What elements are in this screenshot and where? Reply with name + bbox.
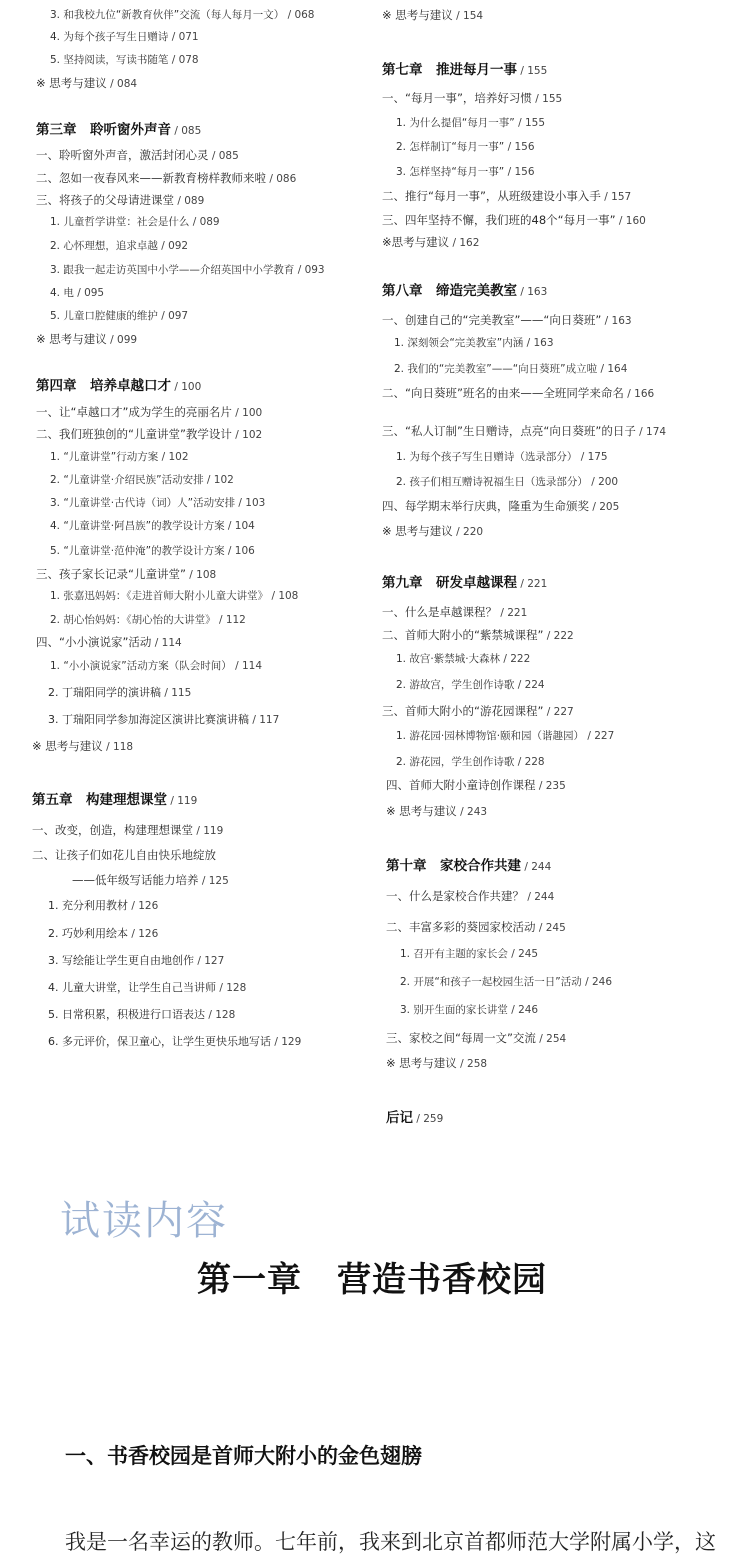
toc-entry-text: 二、首师大附小的“紫禁城课程” bbox=[382, 628, 544, 642]
toc-entry bbox=[48, 712, 279, 728]
toc-entry bbox=[48, 926, 158, 942]
toc-entry-text: 一、聆听窗外声音，激活封闭心灵 bbox=[36, 148, 209, 162]
toc-page-number: / 154 bbox=[452, 10, 484, 22]
toc-page-number: / 099 bbox=[106, 334, 138, 346]
toc-page-number: / 166 bbox=[623, 388, 655, 400]
toc-page-number: / 258 bbox=[456, 1058, 488, 1070]
toc-page-number: / 155 bbox=[514, 117, 546, 129]
toc-page-number: / 097 bbox=[157, 310, 189, 322]
toc-page-number: / 112 bbox=[215, 614, 246, 626]
toc-entry bbox=[382, 703, 574, 720]
toc-entry-text: 1. 儿童哲学讲堂：社会是什么 bbox=[50, 216, 190, 228]
toc-chapter-heading bbox=[386, 1110, 443, 1127]
toc-entry-text: 四、首师大附小童诗创作课程 bbox=[386, 778, 536, 792]
toc-entry bbox=[50, 214, 220, 230]
toc-page-number: / 227 bbox=[543, 706, 574, 718]
toc-entry-text: 第三章 聆听窗外声音 bbox=[36, 122, 171, 138]
toc-entry-text: 4. 儿童大讲堂，让学生自己当讲师 bbox=[48, 981, 216, 994]
toc-page-number: / 114 bbox=[151, 637, 182, 649]
toc-page-number: / 108 bbox=[185, 569, 217, 581]
toc-entry bbox=[36, 426, 262, 443]
toc-entry-text: 1. “小小演说家”活动方案（队会时间） bbox=[50, 660, 232, 672]
toc-entry-text: 二、推行“每月一事”，从班级建设小事入手 bbox=[382, 189, 601, 203]
toc-entry bbox=[50, 612, 246, 628]
toc-entry bbox=[396, 754, 545, 770]
toc-page-number: / 089 bbox=[174, 195, 205, 207]
toc-entry bbox=[36, 566, 216, 583]
toc-page-number: / 157 bbox=[600, 191, 632, 203]
toc-entry bbox=[396, 651, 530, 667]
toc-page-number: / 220 bbox=[452, 526, 484, 538]
toc-entry-text: 6. 多元评价，保卫童心，让学生更快乐地写话 bbox=[48, 1035, 271, 1048]
toc-page-number: / 118 bbox=[102, 741, 134, 753]
toc-entry bbox=[382, 188, 631, 205]
toc-entry-text: 一、什么是家校合作共建？ bbox=[386, 889, 524, 903]
toc-page-number: / 115 bbox=[161, 687, 192, 699]
toc-page-number: / 156 bbox=[504, 166, 535, 178]
toc-entry-text: 3. “儿童讲堂·古代诗（词）人”活动安排 bbox=[50, 497, 236, 509]
toc-page-number: / 222 bbox=[543, 630, 574, 642]
toc-entry-text: 1. 充分利用教材 bbox=[48, 899, 128, 912]
toc-entry-text: 三、将孩子的父母请进课堂 bbox=[36, 193, 174, 207]
toc-entry-text: 三、“私人订制”生日赠诗，点亮“向日葵班”的日子 bbox=[382, 424, 636, 438]
toc-entry bbox=[382, 604, 527, 621]
toc-page-number: / 259 bbox=[413, 1113, 444, 1125]
toc-entry bbox=[396, 449, 608, 465]
toc-page-number: / 100 bbox=[171, 381, 202, 393]
toc-page-number: / 254 bbox=[535, 1033, 567, 1045]
toc-entry bbox=[50, 52, 199, 68]
toc-entry-text: ※ 思考与建议 bbox=[32, 739, 103, 753]
toc-entry bbox=[50, 285, 104, 301]
toc-entry-text: 一、“每月一事”，培养好习惯 bbox=[382, 91, 532, 105]
toc-page-number: / 162 bbox=[449, 237, 480, 249]
toc-page-number: / 095 bbox=[73, 287, 105, 299]
toc-page-number: / 245 bbox=[507, 948, 539, 960]
toc-entry-text: 第八章 缔造完美教室 bbox=[382, 283, 517, 299]
toc-page-number: / 084 bbox=[106, 78, 138, 90]
toc-entry-text: 2. 孩子们相互赠诗祝福生日（选录部分） bbox=[396, 476, 588, 488]
toc-entry bbox=[50, 7, 315, 23]
toc-entry-text: 二、“向日葵班”班名的由来——全班同学来命名 bbox=[382, 386, 624, 400]
toc-entry bbox=[386, 1055, 487, 1072]
trial-reading-label: 试读内容 bbox=[60, 1198, 228, 1244]
toc-entry-text: 三、四年坚持不懈，我们班的48个“每月一事” bbox=[382, 213, 616, 227]
toc-entry-text: 5. 儿童口腔健康的维护 bbox=[50, 310, 158, 322]
toc-entry-text: 第七章 推进每月一事 bbox=[382, 62, 517, 78]
toc-page-number: / 128 bbox=[216, 982, 247, 994]
toc-chapter-heading bbox=[382, 575, 547, 592]
toc-page-number: / 235 bbox=[535, 780, 566, 792]
toc-entry-text: 二、忽如一夜春风来——新教育榜样教师来啦 bbox=[36, 171, 266, 185]
toc-page-number: / 221 bbox=[517, 578, 548, 590]
toc-chapter-heading bbox=[386, 858, 551, 875]
toc-entry bbox=[382, 498, 619, 515]
toc-entry-text: 二、我们班独创的“儿童讲堂”教学设计 bbox=[36, 427, 232, 441]
toc-entry bbox=[36, 192, 204, 209]
toc-entry bbox=[382, 627, 574, 644]
toc-chapter-heading bbox=[32, 792, 197, 809]
toc-page-number: / 100 bbox=[231, 407, 263, 419]
toc-entry bbox=[50, 588, 298, 604]
toc-page-number: / 163 bbox=[517, 286, 548, 298]
toc-entry-text: 1. 为每个孩子写生日赠诗（选录部分） bbox=[396, 451, 578, 463]
toc-entry-text: 2. 丁瑞阳同学的演讲稿 bbox=[48, 686, 161, 699]
toc-entry-text: 四、每学期末举行庆典，隆重为生命颁奖 bbox=[382, 499, 589, 513]
toc-entry bbox=[386, 1030, 566, 1047]
toc-entry-text: 三、首师大附小的“游花园课程” bbox=[382, 704, 544, 718]
toc-chapter-heading bbox=[382, 62, 547, 79]
toc-entry-text: ※ 思考与建议 bbox=[36, 332, 107, 346]
toc-page-number: / 104 bbox=[224, 520, 255, 532]
toc-entry bbox=[50, 29, 199, 45]
toc-entry-text: 1. “儿童讲堂”行动方案 bbox=[50, 451, 159, 463]
toc-entry bbox=[396, 164, 535, 180]
toc-entry-text: 1. 张嘉迅妈妈：《走进首师大附小儿童大讲堂》 bbox=[50, 590, 269, 602]
toc-entry-text: 4. 电 bbox=[50, 287, 74, 299]
toc-chapter-heading bbox=[36, 378, 201, 395]
toc-entry-text: ※ 思考与建议 bbox=[36, 76, 107, 90]
toc-entry bbox=[50, 449, 189, 465]
toc-chapter-heading bbox=[36, 122, 201, 139]
toc-page-number: / 106 bbox=[224, 545, 255, 557]
toc-entry-text: ※ 思考与建议 bbox=[382, 524, 453, 538]
toc-entry bbox=[386, 919, 566, 936]
toc-entry bbox=[396, 115, 545, 131]
toc-page-number: / 246 bbox=[507, 1004, 539, 1016]
toc-entry-text: 三、家校之间“每周一文”交流 bbox=[386, 1031, 536, 1045]
toc-page-number: / 078 bbox=[168, 54, 199, 66]
toc-chapter-heading bbox=[382, 283, 547, 300]
toc-entry bbox=[382, 385, 654, 402]
toc-entry bbox=[400, 974, 612, 990]
toc-entry bbox=[72, 872, 229, 889]
toc-entry-text: 二、让孩子们如花儿自由快乐地绽放 bbox=[32, 848, 216, 862]
toc-page-number: / 085 bbox=[208, 150, 239, 162]
toc-page-number: / 128 bbox=[205, 1009, 236, 1021]
toc-page-number: / 119 bbox=[167, 795, 198, 807]
toc-entry-text: 2. 开展“和孩子一起校园生活一日”活动 bbox=[400, 976, 582, 988]
toc-entry-text: 3. 写绘能让学生更自由地创作 bbox=[48, 954, 194, 967]
toc-entry bbox=[386, 888, 554, 905]
toc-entry bbox=[50, 658, 262, 674]
toc-page-number: / 103 bbox=[235, 497, 266, 509]
toc-entry bbox=[48, 898, 158, 914]
toc-entry-text: ※思考与建议 bbox=[382, 235, 450, 249]
toc-page-number: / 160 bbox=[615, 215, 646, 227]
toc-entry bbox=[382, 423, 666, 440]
toc-page-number: / 129 bbox=[271, 1036, 302, 1048]
toc-entry bbox=[382, 90, 562, 107]
toc-entry bbox=[386, 777, 566, 794]
toc-page-number: / 117 bbox=[249, 714, 280, 726]
toc-entry-text: 3. 跟我一起走访英国中小学——介绍英国中小学教育 bbox=[50, 264, 295, 276]
toc-page-number: / 092 bbox=[157, 240, 189, 252]
toc-page-number: / 200 bbox=[587, 476, 619, 488]
toc-entry-text: 5. 坚持阅读，写读书随笔 bbox=[50, 54, 169, 66]
toc-entry bbox=[32, 847, 216, 863]
toc-entry-text: 1. 故宫·紫禁城·大森林 bbox=[396, 653, 501, 665]
toc-page-number: / 222 bbox=[500, 653, 531, 665]
toc-entry-text: 一、改变，创造，构建理想课堂 bbox=[32, 823, 193, 837]
toc-entry-text: ※ 思考与建议 bbox=[386, 804, 457, 818]
toc-page-number: / 164 bbox=[597, 363, 628, 375]
toc-page-number: / 174 bbox=[635, 426, 667, 438]
toc-page-number: / 102 bbox=[158, 451, 189, 463]
toc-entry-text: ※ 思考与建议 bbox=[382, 8, 453, 22]
toc-entry-text: 2. 游故宫，学生创作诗歌 bbox=[396, 679, 515, 691]
toc-entry-text: 一、让“卓越口才”成为学生的亮丽名片 bbox=[36, 405, 232, 419]
toc-entry-text: 2. 巧妙利用绘本 bbox=[48, 927, 128, 940]
toc-entry bbox=[36, 404, 262, 421]
toc-entry-text: 3. 别开生面的家长讲堂 bbox=[400, 1004, 508, 1016]
toc-entry bbox=[50, 262, 325, 278]
toc-entry bbox=[400, 946, 538, 962]
toc-entry bbox=[48, 1007, 235, 1023]
toc-page-number: / 227 bbox=[584, 730, 615, 742]
toc-entry-text: 4. 为每个孩子写生日赠诗 bbox=[50, 31, 169, 43]
toc-entry-text: 第五章 构建理想课堂 bbox=[32, 792, 167, 808]
toc-entry-text: 2. 我们的“完美教室”——“向日葵班”成立啦 bbox=[394, 363, 598, 375]
toc-page-number: / 243 bbox=[456, 806, 488, 818]
toc-entry-text: 3. 丁瑞阳同学参加海淀区演讲比赛演讲稿 bbox=[48, 713, 249, 726]
toc-entry-text: ——低年级写话能力培养 bbox=[72, 873, 199, 887]
toc-page-number: / 156 bbox=[504, 141, 535, 153]
toc-page-number: / 114 bbox=[231, 660, 263, 672]
toc-page-number: / 089 bbox=[189, 216, 220, 228]
toc-entry-text: 四、“小小演说家”活动 bbox=[36, 635, 152, 649]
toc-entry bbox=[48, 1034, 301, 1050]
toc-entry bbox=[396, 139, 535, 155]
toc-entry bbox=[382, 523, 483, 540]
toc-entry bbox=[396, 474, 618, 490]
toc-page-number: / 119 bbox=[193, 825, 224, 837]
toc-entry bbox=[382, 7, 483, 24]
toc-entry-text: 三、孩子家长记录“儿童讲堂” bbox=[36, 567, 186, 581]
toc-page-number: / 155 bbox=[517, 65, 548, 77]
body-text-fragment: 我是一名幸运的教师。七年前，我来到北京首都师范大学附属小学，这 bbox=[65, 1530, 716, 1554]
toc-entry-text: 3. 和我校九位“新教育伙伴”交流（每人每月一文） bbox=[50, 9, 285, 21]
chapter-one-title: 第一章 营造书香校园 bbox=[197, 1260, 547, 1300]
toc-page-number: / 245 bbox=[535, 922, 566, 934]
toc-page-number: / 175 bbox=[577, 451, 608, 463]
toc-entry-text: 2. “儿童讲堂·介绍民族”活动安排 bbox=[50, 474, 204, 486]
toc-page-number: / 244 bbox=[521, 861, 552, 873]
toc-entry-text: 2. 胡心怡妈妈：《胡心怡的大讲堂》 bbox=[50, 614, 216, 626]
toc-entry bbox=[50, 238, 188, 254]
toc-entry-text: 5. “儿童讲堂·范仲淹”的教学设计方案 bbox=[50, 545, 225, 557]
toc-entry bbox=[50, 518, 255, 534]
toc-entry bbox=[32, 738, 133, 755]
toc-entry-text: 二、丰富多彩的葵园家校活动 bbox=[386, 920, 536, 934]
toc-entry bbox=[394, 335, 554, 351]
toc-entry-text: 后记 bbox=[386, 1110, 413, 1126]
toc-entry bbox=[36, 147, 239, 164]
toc-page-number: / 163 bbox=[601, 315, 632, 327]
toc-entry bbox=[382, 234, 479, 251]
toc-entry bbox=[36, 170, 296, 187]
toc-page-number: / 205 bbox=[589, 501, 620, 513]
toc-page-number: / 108 bbox=[268, 590, 299, 602]
toc-entry bbox=[396, 728, 614, 744]
toc-entry bbox=[48, 980, 246, 996]
toc-page-number: / 244 bbox=[524, 891, 555, 903]
toc-entry bbox=[48, 953, 224, 969]
toc-page-number: / 163 bbox=[523, 337, 554, 349]
toc-entry-text: 1. 为什么提倡“每月一事” bbox=[396, 117, 515, 129]
toc-page-number: / 085 bbox=[171, 125, 202, 137]
toc-page-number: / 228 bbox=[514, 756, 545, 768]
toc-entry bbox=[382, 212, 646, 229]
toc-entry bbox=[394, 361, 627, 377]
toc-entry-text: 一、什么是卓越课程？ bbox=[382, 605, 497, 619]
toc-page-number: / 155 bbox=[531, 93, 563, 105]
toc-entry bbox=[50, 308, 188, 324]
toc-entry-text: 2. 游花园，学生创作诗歌 bbox=[396, 756, 515, 768]
toc-entry-text: 2. 心怀理想，追求卓越 bbox=[50, 240, 158, 252]
toc-entry-text: 第十章 家校合作共建 bbox=[386, 858, 521, 874]
toc-entry bbox=[48, 685, 191, 701]
toc-entry-text: 第四章 培养卓越口才 bbox=[36, 378, 171, 394]
toc-entry-text: 1. 深刻领会“完美教室”内涵 bbox=[394, 337, 524, 349]
toc-page-number: / 126 bbox=[128, 900, 159, 912]
toc-entry bbox=[400, 1002, 538, 1018]
toc-page-number: / 221 bbox=[497, 607, 528, 619]
toc-entry bbox=[386, 803, 487, 820]
toc-entry bbox=[36, 634, 182, 651]
toc-entry bbox=[50, 543, 255, 559]
toc-page-number: / 125 bbox=[198, 875, 229, 887]
toc-page-number: / 086 bbox=[266, 173, 297, 185]
toc-entry-text: 3. 怎样坚持“每月一事” bbox=[396, 166, 505, 178]
toc-entry bbox=[50, 495, 265, 511]
section-one-heading: 一、书香校园是首师大附小的金色翅膀 bbox=[65, 1444, 422, 1468]
toc-entry-text: 1. 游花园·园林博物馆·颐和园（谐趣园） bbox=[396, 730, 585, 742]
toc-page-number: / 127 bbox=[194, 955, 225, 967]
toc-entry-text: 4. “儿童讲堂·阿昌族”的教学设计方案 bbox=[50, 520, 225, 532]
toc-entry bbox=[36, 331, 137, 348]
toc-entry-text: 一、创建自己的“完美教室”——“向日葵班” bbox=[382, 313, 602, 327]
toc-entry-text: ※ 思考与建议 bbox=[386, 1056, 457, 1070]
toc-entry bbox=[396, 677, 545, 693]
toc-page-number: / 068 bbox=[284, 9, 315, 21]
toc-page-number: / 224 bbox=[514, 679, 545, 691]
toc-entry bbox=[382, 312, 632, 329]
toc-page-number: / 071 bbox=[168, 31, 199, 43]
toc-entry-text: 第九章 研发卓越课程 bbox=[382, 575, 517, 591]
toc-page-number: / 246 bbox=[581, 976, 613, 988]
toc-entry-text: 2. 怎样制订“每月一事” bbox=[396, 141, 505, 153]
toc-entry-text: 1. 召开有主题的家长会 bbox=[400, 948, 508, 960]
toc-entry bbox=[36, 75, 137, 92]
toc-entry bbox=[50, 472, 234, 488]
toc-page-number: / 102 bbox=[203, 474, 234, 486]
toc-entry-text: 5. 日常积累，积极进行口语表达 bbox=[48, 1008, 205, 1021]
toc-page-number: / 093 bbox=[294, 264, 325, 276]
toc-page-number: / 126 bbox=[128, 928, 159, 940]
toc-entry bbox=[32, 822, 223, 839]
toc-page-number: / 102 bbox=[231, 429, 263, 441]
